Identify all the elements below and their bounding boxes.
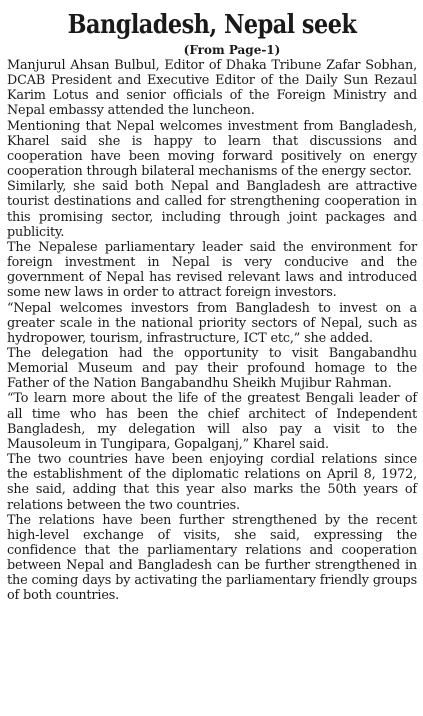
paragraph: “To learn more about the life of the greatest Bengali leader of all time who has been the chief architect of Independent Bangladesh, my delegation will also pay a visit to the Mausoleum in Tungipara, Gopalganj,” Kharel said.	[7, 391, 417, 452]
paragraph: The two countries have been enjoying cordial relations since the establishment of the diplomatic relations on April 8, 1972, she said, adding that this year also marks the 50th years of relations between the two countries.	[7, 452, 417, 513]
paragraph: The relations have been further strengthened by the recent high-level exchange of visits, she said, expressing the confidence that the parliamentary relations and cooperation between Nepal and Bangladesh can be further strengthened in the coming days by activating the parliamentary friendly groups of both countries.	[7, 512, 417, 604]
paragraph: “Nepal welcomes investors from Bangladesh to invest on a greater scale in the national priority sectors of Nepal, such as hydropower, tourism, infrastructure, ICT etc,” she added.	[7, 300, 417, 346]
news-article	[7, 8, 417, 604]
paragraph: Mentioning that Nepal welcomes investment from Bangladesh, Kharel said she is happy to learn that discussions and cooperation have been moving forward positively on energy cooperation through bilateral mechanisms of the energy sector.	[7, 118, 417, 180]
article-body	[7, 58, 417, 604]
paragraph: The Nepalese parliamentary leader said the environment for foreign investment in Nepal is very conducive and the government of Nepal has revised relevant laws and introduced some new laws in order to attract foreign investors.	[7, 239, 417, 301]
continuation-label: (From Page-1)	[183, 43, 281, 57]
paragraph: Manjurul Ahsan Bulbul, Editor of Dhaka Tribune Zafar Sobhan, DCAB President and Executive Editor of the Daily Sun Rezaul Karim Lotus and senior officials of the Foreign Ministry and Nepal embassy attended the luncheon.	[7, 58, 417, 119]
article-headline: Bangladesh, Nepal seek	[67, 10, 357, 40]
paragraph: Similarly, she said both Nepal and Bangladesh are attractive tourist destinations and called for strengthening cooperation in this promising sector, including through joint packages and publicity.	[7, 179, 417, 240]
paragraph: The delegation had the opportunity to visit Bangabandhu Memorial Museum and pay their profound homage to the Father of the Nation Bangabandhu Sheikh Mujibur Rahman.	[7, 345, 417, 392]
